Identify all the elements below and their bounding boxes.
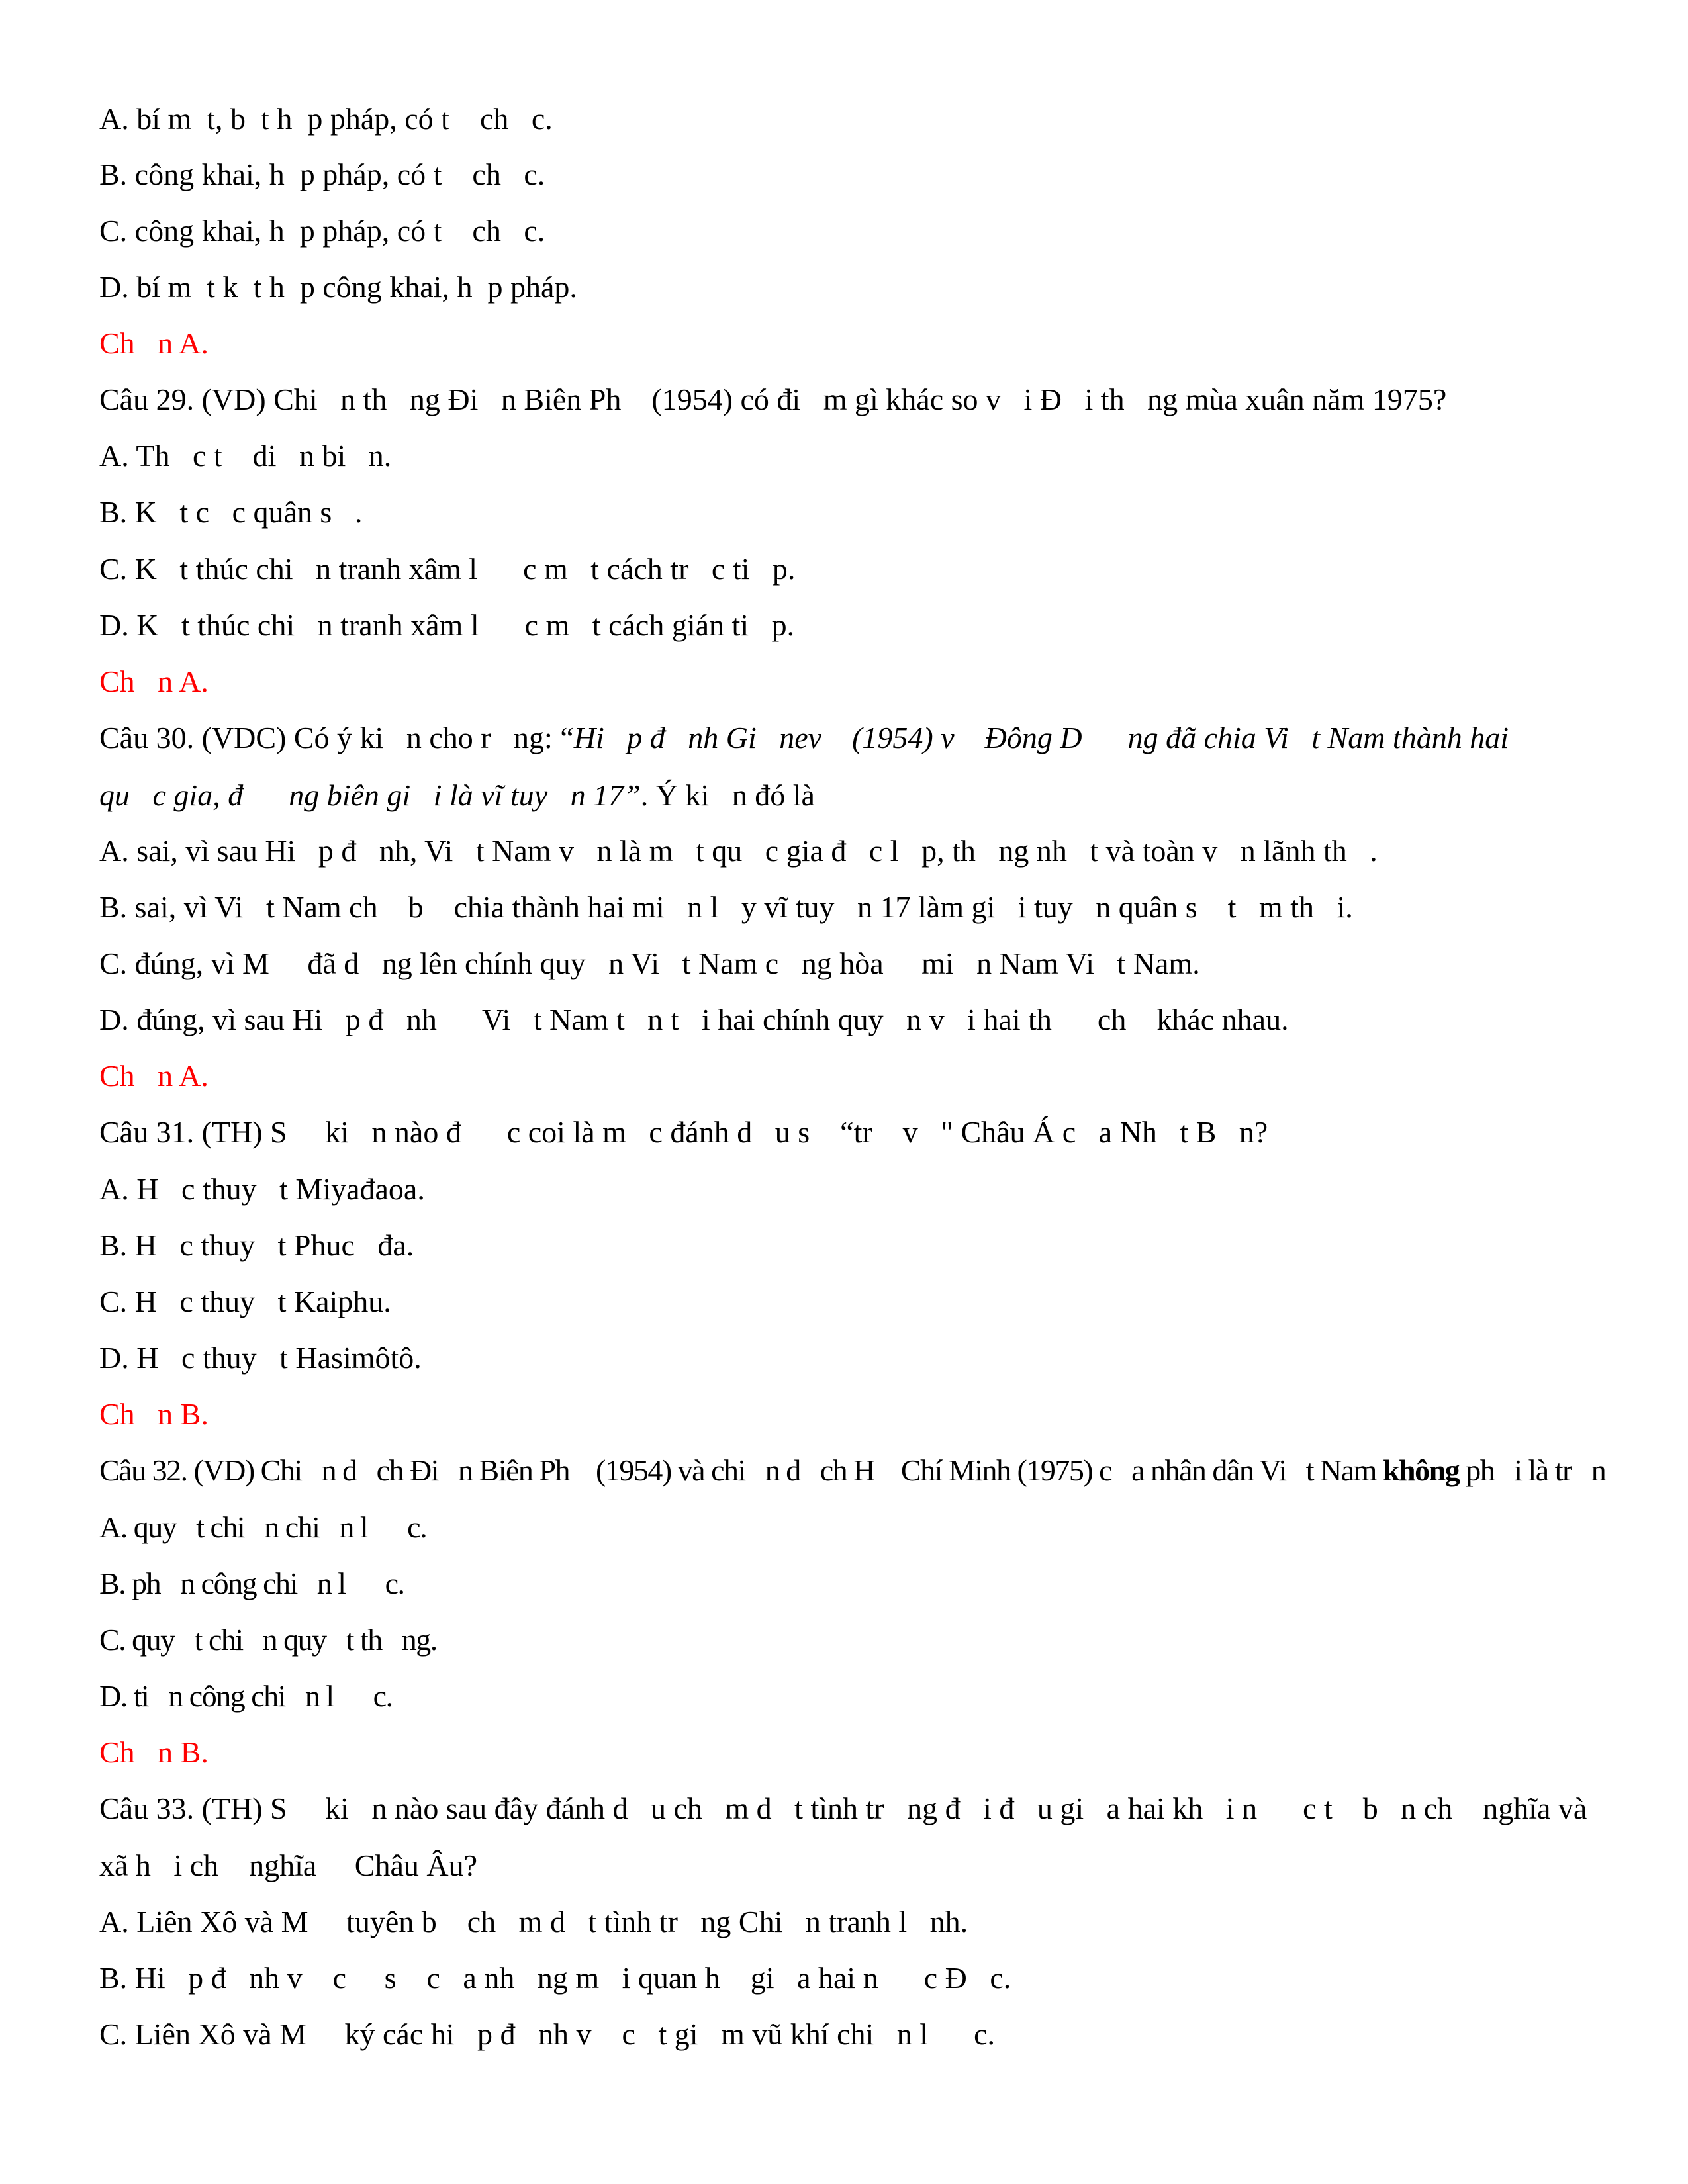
option-line: A. sai, vì sau Hi p đ nh, Vi t Nam v n là m t qu c gia đ c l p, th ng nh t và toàn v n lãnh th .	[99, 834, 1378, 868]
option-line: B. sai, vì Vi t Nam ch b chia thành hai mi n l y vĩ tuy n 17 làm gi i tuy n quân s t m th i.	[99, 890, 1353, 924]
option-line: B. K t c c quân s .	[99, 495, 363, 529]
question-33: Câu 33. (TH) S ki n nào sau đây đánh d u ch m d t tình tr ng đ i đ u gi a hai kh i n c t b n ch nghĩa và	[99, 1792, 1587, 1825]
option-line: D. đúng, vì sau Hi p đ nh Vi t Nam t n t i hai chính quy n v i hai th ch khác nhau.	[99, 1003, 1289, 1036]
option-line: A. Liên Xô và M tuyên b ch m d t tình tr ng Chi n tranh l nh.	[99, 1905, 968, 1938]
question-30	[99, 719, 1589, 756]
answer-line: Ch n A.	[99, 326, 209, 360]
answer-line: Ch n A.	[99, 1059, 209, 1093]
answer-line: Ch n B.	[99, 1735, 209, 1769]
option-line: C. công khai, h p pháp, có t ch c.	[99, 214, 545, 248]
option-line: D. bí m t k t h p công khai, h p pháp.	[99, 270, 577, 304]
question-text: Câu 30. (VDC) Có ý ki n cho r ng: “	[99, 721, 574, 754]
question-text: . Ý ki n đó là	[640, 778, 815, 812]
quote-text: Hi p đ nh Gi nev (1954) v Đông D ng đã chia Vi t Nam thành hai	[573, 721, 1509, 754]
option-line: D. K t thúc chi n tranh xâm l c m t cách gián ti p.	[99, 608, 795, 642]
option-line: D. ti n công chi n l c.	[99, 1679, 393, 1713]
question-33-continued: xã h i ch nghĩa Châu Âu?	[99, 1848, 478, 1882]
option-line: C. K t thúc chi n tranh xâm l c m t cách tr c ti p.	[99, 552, 796, 586]
option-line: B. Hi p đ nh v c s c a nh ng m i quan h gi a hai n c Đ c.	[99, 1961, 1011, 1995]
emphasis-text: không	[1382, 1453, 1460, 1487]
option-line: A. H c thuy t Miyađaoa.	[99, 1172, 425, 1206]
option-line: C. Liên Xô và M ký các hi p đ nh v c t gi m vũ khí chi n l c.	[99, 2017, 995, 2051]
question-29: Câu 29. (VD) Chi n th ng Đi n Biên Ph (1954) có đi m gì khác so v i Đ i th ng mùa xuân năm 1975?	[99, 383, 1447, 416]
option-line: C. H c thuy t Kaiphu.	[99, 1285, 391, 1318]
option-line: B. công khai, h p pháp, có t ch c.	[99, 158, 545, 191]
quote-text: qu c gia, đ ng biên gi i là vĩ tuy n 17”	[99, 778, 641, 812]
option-line: A. quy t chi n chi n l c.	[99, 1510, 427, 1544]
answer-line: Ch n B.	[99, 1397, 209, 1431]
question-text: ph i là tr n	[1459, 1453, 1606, 1487]
option-line: B. H c thuy t Phuc đa.	[99, 1228, 414, 1262]
answer-line: Ch n A.	[99, 664, 209, 698]
option-line: A. bí m t, b t h p pháp, có t ch c.	[99, 102, 553, 136]
option-line: C. quy t chi n quy t th ng.	[99, 1623, 437, 1657]
question-32	[99, 1452, 1606, 1489]
question-30-continued	[99, 777, 1589, 814]
option-line: A. Th c t di n bi n.	[99, 439, 392, 473]
option-line: D. H c thuy t Hasimôtô.	[99, 1341, 422, 1375]
option-line: C. đúng, vì M đã d ng lên chính quy n Vi t Nam c ng hòa mi n Nam Vi t Nam.	[99, 946, 1200, 980]
option-line: B. ph n công chi n l c.	[99, 1567, 404, 1600]
question-text: Câu 32. (VD) Chi n d ch Đi n Biên Ph (1954) và chi n d ch H Chí Minh (1975) c a nhân dân Vi t Nam	[99, 1453, 1383, 1487]
question-31: Câu 31. (TH) S ki n nào đ c coi là m c đánh d u s “tr v " Châu Á c a Nh t B n?	[99, 1115, 1268, 1149]
